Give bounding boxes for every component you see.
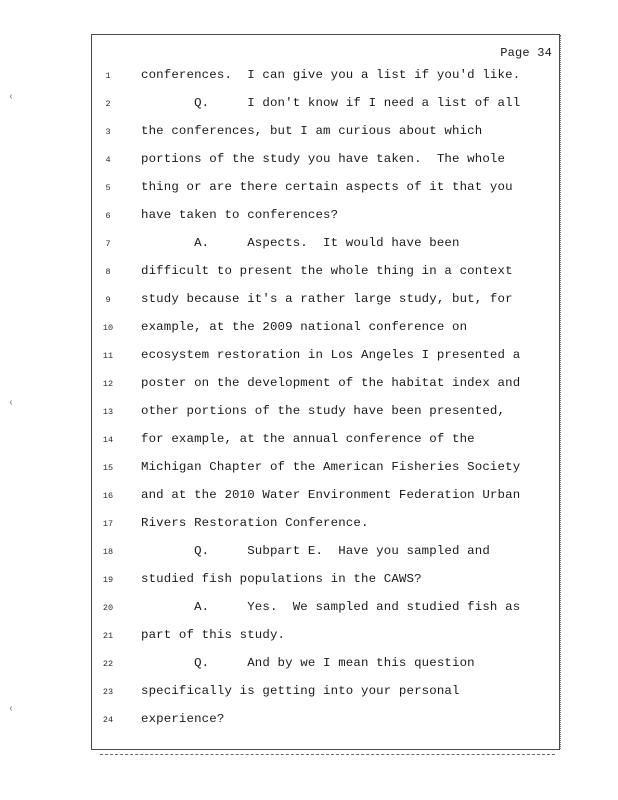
line-text: study because it's a rather large study, but, for [141,292,513,306]
transcript-line [0,458,618,478]
line-number: 3 [105,127,111,137]
line-number: 22 [102,659,114,669]
transcript-line [0,598,618,618]
line-text: and at the 2010 Water Environment Federation Urban [141,488,521,502]
line-number: 17 [102,519,114,529]
line-text: specifically is getting into your personal [141,684,460,698]
line-number: 13 [102,407,114,417]
transcript-line [0,206,618,226]
line-text: Q. And by we I mean this question [141,656,475,670]
line-text: portions of the study you have taken. The whole [141,152,506,166]
line-text: Q. Subpart E. Have you sampled and [141,544,490,558]
line-number: 23 [102,687,114,697]
transcript-line [0,318,618,338]
line-number: 15 [102,463,114,473]
line-number: 10 [102,323,114,333]
line-number: 6 [105,211,111,221]
transcript-line [0,346,618,366]
line-number: 9 [105,295,111,305]
margin-mark: ‹ [8,92,15,103]
line-number: 21 [102,631,114,641]
line-text: thing or are there certain aspects of it that you [141,180,513,194]
transcript-line [0,290,618,310]
line-number: 1 [105,71,111,81]
transcript-line [0,486,618,506]
line-number: 5 [105,183,111,193]
line-text: Q. I don't know if I need a list of all [141,96,521,110]
line-text: part of this study. [141,628,286,642]
line-number: 2 [105,99,111,109]
line-number: 11 [102,351,114,361]
line-text: Michigan Chapter of the American Fisheries Society [141,460,521,474]
transcript-line [0,430,618,450]
line-number: 8 [105,267,111,277]
transcript-line [0,234,618,254]
margin-mark: ‹ [8,704,15,715]
transcript-line [0,262,618,282]
margin-mark: ‹ [8,398,15,409]
line-text: experience? [141,712,225,726]
transcript-line [0,66,618,86]
line-number: 12 [102,379,114,389]
transcript-line [0,654,618,674]
transcript-line [0,710,618,730]
line-text: other portions of the study have been presented, [141,404,506,418]
line-number: 7 [105,239,111,249]
line-text: Rivers Restoration Conference. [141,516,369,530]
line-number: 14 [102,435,114,445]
transcript-line [0,122,618,142]
transcript-line [0,514,618,534]
transcript-line [0,150,618,170]
transcript-line [0,542,618,562]
transcript-line [0,626,618,646]
line-text: A. Yes. We sampled and studied fish as [141,600,521,614]
line-text: poster on the development of the habitat index and [141,376,521,390]
line-text: have taken to conferences? [141,208,339,222]
line-number: 16 [102,491,114,501]
line-text: ecosystem restoration in Los Angeles I presented a [141,348,521,362]
line-text: A. Aspects. It would have been [141,236,460,250]
line-text: example, at the 2009 national conference on [141,320,468,334]
line-number: 4 [105,155,111,165]
transcript-line [0,178,618,198]
transcript-line [0,374,618,394]
line-number: 24 [102,715,114,725]
bottom-rule [100,754,555,755]
transcript-line [0,402,618,422]
line-number: 19 [102,575,114,585]
line-number: 18 [102,547,114,557]
line-text: difficult to present the whole thing in a context [141,264,513,278]
transcript-line [0,682,618,702]
line-text: the conferences, but I am curious about which [141,124,483,138]
transcript-line [0,570,618,590]
line-number: 20 [102,603,114,613]
transcript-line [0,94,618,114]
page-number: Page 34 [500,46,552,60]
line-text: for example, at the annual conference of the [141,432,475,446]
line-text: studied fish populations in the CAWS? [141,572,422,586]
line-text: conferences. I can give you a list if you'd like. [141,68,521,82]
